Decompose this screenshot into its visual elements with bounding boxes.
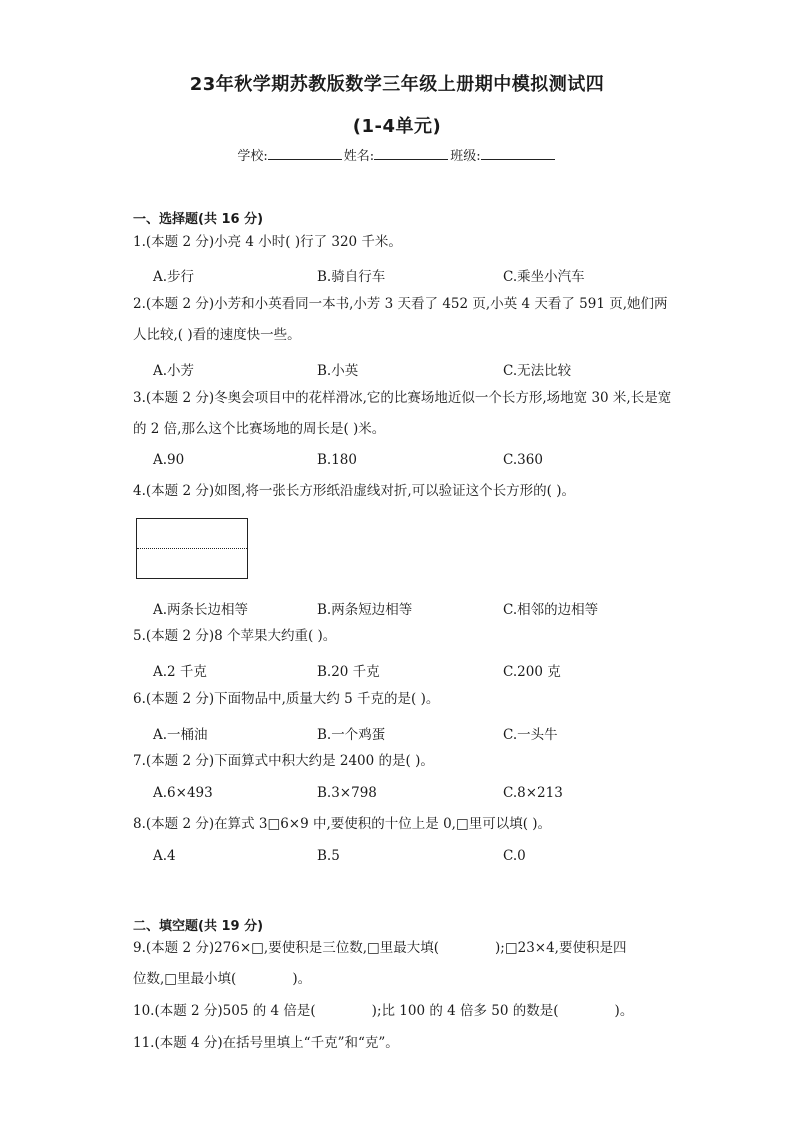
question-9 bbox=[133, 933, 673, 995]
rectangle-fold-figure bbox=[136, 518, 248, 579]
option-a: A.两条长边相等 bbox=[153, 602, 249, 618]
class-label: 班级: bbox=[450, 149, 481, 164]
question-7: 7.(本题 2 分)下面算式中积大约是 2400 的是( )。 bbox=[133, 753, 434, 769]
question-6: 6.(本题 2 分)下面物品中,质量大约 5 千克的是( )。 bbox=[133, 691, 440, 707]
question-5-options bbox=[153, 660, 673, 680]
q9-text-1: 9.(本题 2 分)276×□,要使积是三位数,□里最大填( bbox=[133, 940, 440, 956]
name-blank bbox=[374, 147, 448, 160]
question-10 bbox=[133, 996, 673, 1027]
question-1-options bbox=[153, 265, 673, 285]
option-a: A.步行 bbox=[153, 269, 195, 285]
option-b: B.一个鸡蛋 bbox=[317, 727, 386, 743]
question-5: 5.(本题 2 分)8 个苹果大约重( )。 bbox=[133, 628, 337, 644]
q9-text-3: 位数,□里最小填( bbox=[133, 971, 237, 987]
option-a: A.6×493 bbox=[153, 785, 213, 801]
q10-text-2: );比 100 的 4 倍多 50 的数是( bbox=[371, 1003, 559, 1019]
question-6-options bbox=[153, 723, 673, 743]
question-8: 8.(本题 2 分)在算式 3□6×9 中,要使积的十位上是 0,□里可以填( )。 bbox=[133, 816, 552, 832]
school-label: 学校: bbox=[237, 149, 268, 164]
option-b: B.骑自行车 bbox=[317, 269, 386, 285]
question-4: 4.(本题 2 分)如图,将一张长方形纸沿虚线对折,可以验证这个长方形的( )。 bbox=[133, 483, 575, 499]
question-1: 1.(本题 2 分)小亮 4 小时( )行了 320 千米。 bbox=[133, 234, 402, 250]
option-b: B.小英 bbox=[317, 363, 359, 379]
section1-heading: 一、选择题(共 16 分) bbox=[133, 212, 264, 227]
option-c: C.乘坐小汽车 bbox=[503, 269, 585, 285]
option-c: C.8×213 bbox=[503, 785, 563, 801]
option-c: C.相邻的边相等 bbox=[503, 602, 599, 618]
option-b: B.20 千克 bbox=[317, 664, 380, 680]
question-8-options bbox=[153, 848, 673, 868]
q9-text-4: )。 bbox=[292, 971, 312, 987]
option-a: A.90 bbox=[153, 452, 185, 468]
dotted-fold-line bbox=[137, 548, 247, 549]
option-c: C.0 bbox=[503, 848, 526, 864]
question-4-options bbox=[153, 598, 673, 618]
option-a: A.2 千克 bbox=[153, 664, 207, 680]
question-3-options bbox=[153, 452, 673, 472]
option-c: C.一头牛 bbox=[503, 727, 558, 743]
exam-subtitle: (1-4单元) bbox=[352, 116, 442, 137]
question-7-options bbox=[153, 785, 673, 805]
q10-text-3: )。 bbox=[614, 1003, 634, 1019]
question-2-options bbox=[153, 359, 673, 379]
option-b: B.两条短边相等 bbox=[317, 602, 413, 618]
question-2: 2.(本题 2 分)小芳和小英看同一本书,小芳 3 天看了 452 页,小英 4 天看了 591 页,她们两人比较,( )看的速度快一些。 bbox=[133, 296, 668, 343]
option-a: A.一桶油 bbox=[153, 727, 208, 743]
option-b: B.5 bbox=[317, 848, 340, 864]
option-c: C.无法比较 bbox=[503, 363, 572, 379]
question-3: 3.(本题 2 分)冬奥会项目中的花样滑冰,它的比赛场地近似一个长方形,场地宽 30 米,长是宽的 2 倍,那么这个比赛场地的周长是( )米。 bbox=[133, 390, 672, 437]
q9-text-2: );□23×4,要使积是四 bbox=[495, 940, 627, 956]
exam-title: 23年秋学期苏教版数学三年级上册期中模拟测试四 bbox=[189, 74, 605, 95]
option-a: A.小芳 bbox=[153, 363, 195, 379]
student-info-line bbox=[0, 145, 794, 164]
option-c: C.200 克 bbox=[503, 664, 561, 680]
q10-text-1: 10.(本题 2 分)505 的 4 倍是( bbox=[133, 1003, 316, 1019]
option-c: C.360 bbox=[503, 452, 543, 468]
option-b: B.3×798 bbox=[317, 785, 377, 801]
question-11: 11.(本题 4 分)在括号里填上“千克”和“克”。 bbox=[133, 1035, 399, 1051]
section2-heading: 二、填空题(共 19 分) bbox=[133, 919, 264, 934]
option-b: B.180 bbox=[317, 452, 357, 468]
school-blank bbox=[268, 147, 342, 160]
option-a: A.4 bbox=[153, 848, 176, 864]
name-label: 姓名: bbox=[343, 149, 375, 164]
class-blank bbox=[481, 147, 555, 160]
